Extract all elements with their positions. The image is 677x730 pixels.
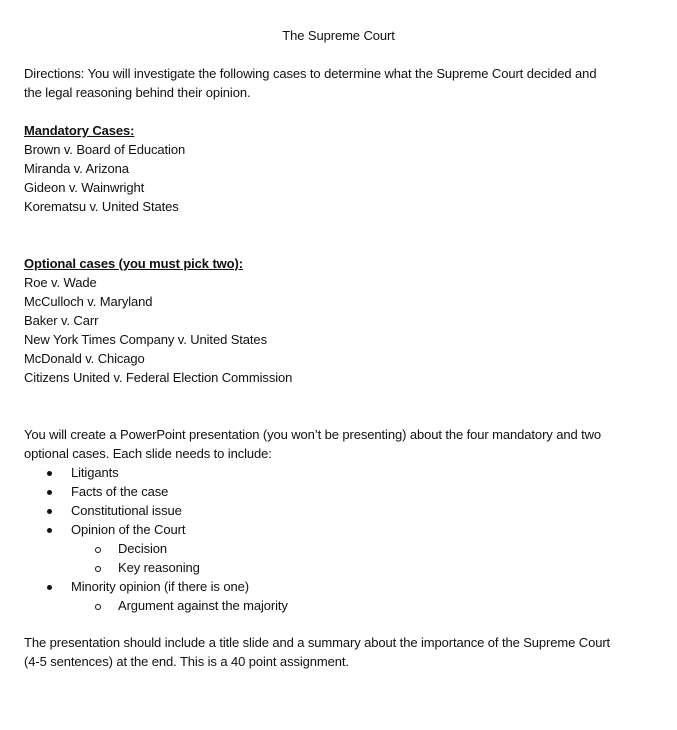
bullet-icon bbox=[47, 471, 52, 476]
case-item: Miranda v. Arizona bbox=[24, 161, 129, 176]
requirement-text: Decision bbox=[118, 541, 168, 556]
case-item: Korematsu v. United States bbox=[24, 199, 179, 214]
requirement-item bbox=[24, 482, 601, 501]
optional-cases-heading: Optional cases (you must pick two): bbox=[24, 256, 243, 271]
requirement-text: Opinion of the Court bbox=[71, 522, 186, 537]
requirement-item bbox=[24, 501, 601, 520]
requirements-list bbox=[24, 463, 601, 615]
directions-line: Directions: You will investigate the following cases to determine what the Supreme Court decided and bbox=[24, 66, 597, 81]
case-item: McDonald v. Chicago bbox=[24, 351, 145, 366]
case-item: New York Times Company v. United States bbox=[24, 332, 267, 347]
requirement-item bbox=[24, 577, 601, 596]
requirement-item bbox=[24, 463, 601, 482]
closing-line: (4-5 sentences) at the end. This is a 40 point assignment. bbox=[24, 654, 349, 669]
hollow-bullet-icon bbox=[95, 566, 101, 572]
requirement-subitem bbox=[24, 558, 601, 577]
bullet-icon bbox=[47, 509, 52, 514]
requirement-text: Facts of the case bbox=[71, 484, 169, 499]
presentation-intro-line: You will create a PowerPoint presentation (you won’t be presenting) about the four mandatory and two bbox=[24, 427, 602, 442]
hollow-bullet-icon bbox=[95, 604, 101, 610]
presentation-section bbox=[24, 425, 601, 615]
case-item: Brown v. Board of Education bbox=[24, 142, 186, 157]
case-item: Citizens United v. Federal Election Commission bbox=[24, 370, 293, 385]
requirement-item bbox=[24, 520, 601, 539]
requirement-subitem bbox=[24, 539, 601, 558]
requirement-subitem bbox=[24, 596, 601, 615]
mandatory-cases-section bbox=[24, 121, 185, 216]
bullet-icon bbox=[47, 585, 52, 590]
case-item: McCulloch v. Maryland bbox=[24, 294, 153, 309]
presentation-intro-line: optional cases. Each slide needs to include: bbox=[24, 446, 272, 461]
closing-line: The presentation should include a title slide and a summary about the importance of the Supreme Court bbox=[24, 635, 611, 650]
directions-line: the legal reasoning behind their opinion. bbox=[24, 85, 251, 100]
requirement-text: Litigants bbox=[71, 465, 119, 480]
closing-paragraph bbox=[24, 633, 610, 671]
case-item: Roe v. Wade bbox=[24, 275, 97, 290]
requirement-text: Key reasoning bbox=[118, 560, 200, 575]
requirement-text: Constitutional issue bbox=[71, 503, 182, 518]
requirement-text: Minority opinion (if there is one) bbox=[71, 579, 249, 594]
optional-cases-section bbox=[24, 254, 292, 387]
bullet-icon bbox=[47, 490, 52, 495]
directions-paragraph bbox=[24, 64, 596, 102]
requirement-text: Argument against the majority bbox=[118, 598, 288, 613]
hollow-bullet-icon bbox=[95, 547, 101, 553]
case-item: Baker v. Carr bbox=[24, 313, 99, 328]
bullet-icon bbox=[47, 528, 52, 533]
mandatory-cases-heading: Mandatory Cases: bbox=[24, 123, 135, 138]
case-item: Gideon v. Wainwright bbox=[24, 180, 145, 195]
document-title: The Supreme Court bbox=[282, 28, 395, 43]
